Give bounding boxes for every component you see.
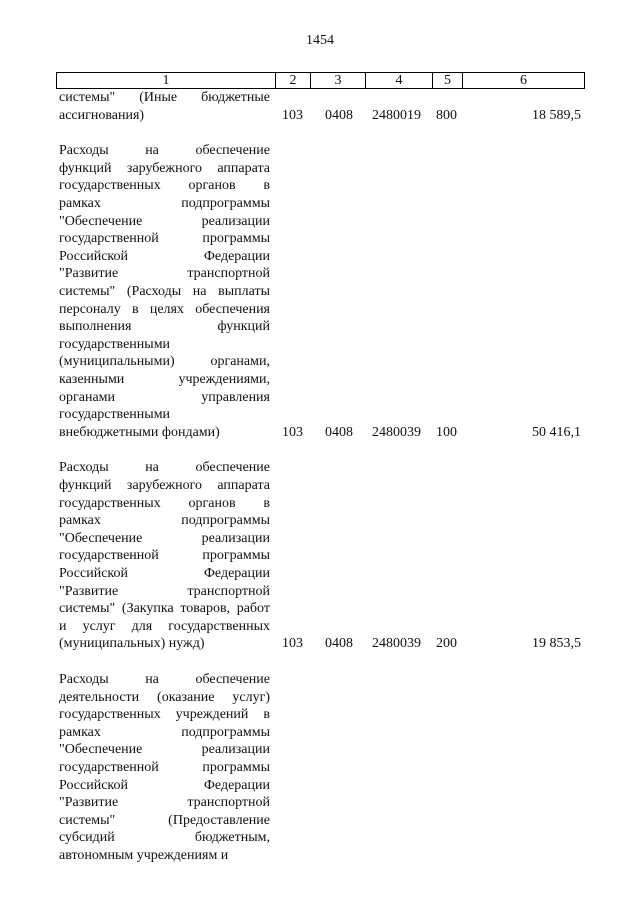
description-line: "Развитие транспортной xyxy=(59,266,270,282)
description-line: рамках подпрограммы xyxy=(59,513,270,529)
description-line: "Обеспечение реализации xyxy=(59,742,270,758)
row-col4-value: 2480039 xyxy=(372,636,421,652)
description-line: государственной программы xyxy=(59,231,270,247)
column-header-3: 3 xyxy=(311,73,366,89)
row-amount: 50 416,1 xyxy=(532,424,581,440)
description-line: "Обеспечение реализации xyxy=(59,530,270,546)
table-row xyxy=(0,142,640,441)
description-line: системы" (Предоставление xyxy=(59,812,270,828)
description-line: внебюджетными фондами) xyxy=(59,424,220,440)
description-line: выполнения функций xyxy=(59,319,270,335)
description-line: системы" (Расходы на выплаты xyxy=(59,283,270,299)
row-description xyxy=(59,142,270,441)
column-header-row xyxy=(56,72,585,89)
description-line: государственной программы xyxy=(59,759,270,775)
description-line: государственными xyxy=(59,336,171,352)
description-line: ассигнования) xyxy=(59,107,145,123)
column-header-5: 5 xyxy=(433,73,463,89)
table-row xyxy=(0,459,640,653)
row-col5-value: 100 xyxy=(436,424,457,440)
description-line: субсидий бюджетным, xyxy=(59,830,270,846)
row-col5-value: 200 xyxy=(436,636,457,652)
row-col2-value: 103 xyxy=(282,424,303,440)
row-col3-value: 0408 xyxy=(325,424,353,440)
description-line: деятельности (оказание услуг) xyxy=(59,689,270,705)
column-header-6: 6 xyxy=(463,73,585,89)
description-line: рамках подпрограммы xyxy=(59,724,270,740)
description-line: государственной программы xyxy=(59,548,270,564)
row-col3-value: 0408 xyxy=(325,636,353,652)
description-line: Расходы на обеспечение xyxy=(59,460,270,476)
description-line: "Обеспечение реализации xyxy=(59,213,270,229)
column-header-2: 2 xyxy=(276,73,311,89)
description-line: Российской Федерации xyxy=(59,565,270,581)
row-description xyxy=(59,459,270,653)
description-line: государственных органов в xyxy=(59,495,270,511)
row-col2-value: 103 xyxy=(282,107,303,123)
row-amount: 19 853,5 xyxy=(532,636,581,652)
row-col4-value: 2480019 xyxy=(372,107,421,123)
description-line: "Развитие транспортной xyxy=(59,583,270,599)
description-line: (муниципальными) органами, xyxy=(59,354,270,370)
row-col5-value: 800 xyxy=(436,107,457,123)
row-col3-value: 0408 xyxy=(325,107,353,123)
row-description xyxy=(59,89,270,124)
description-line: Российской Федерации xyxy=(59,248,270,264)
description-line: (муниципальных) нужд) xyxy=(59,636,205,652)
description-line: Расходы на обеспечение xyxy=(59,672,270,687)
table-row xyxy=(0,89,640,124)
row-col4-value: 2480039 xyxy=(372,424,421,440)
description-line: рамках подпрограммы xyxy=(59,195,270,211)
description-line: государственных учреждений в xyxy=(59,707,270,723)
description-line: и услуг для государственных xyxy=(59,618,270,634)
description-line: системы" (Закупка товаров, работ xyxy=(59,601,270,617)
column-header-1: 1 xyxy=(57,73,276,89)
description-line: системы" (Иные бюджетные xyxy=(59,90,270,105)
description-line: органами управления xyxy=(59,389,270,405)
table-row xyxy=(0,671,640,865)
description-line: функций зарубежного аппарата xyxy=(59,160,270,176)
description-line: Российской Федерации xyxy=(59,777,270,793)
column-header-4: 4 xyxy=(366,73,433,89)
row-description xyxy=(59,671,270,865)
description-line: автономным учреждениям и xyxy=(59,847,229,863)
row-col2-value: 103 xyxy=(282,636,303,652)
page-number: 1454 xyxy=(306,33,334,48)
description-line: персоналу в целях обеспечения xyxy=(59,301,270,317)
row-amount: 18 589,5 xyxy=(532,107,581,123)
description-line: государственными xyxy=(59,407,171,423)
description-line: функций зарубежного аппарата xyxy=(59,477,270,493)
description-line: казенными учреждениями, xyxy=(59,371,270,387)
description-line: "Развитие транспортной xyxy=(59,795,270,811)
description-line: государственных органов в xyxy=(59,178,270,194)
description-line: Расходы на обеспечение xyxy=(59,143,270,159)
